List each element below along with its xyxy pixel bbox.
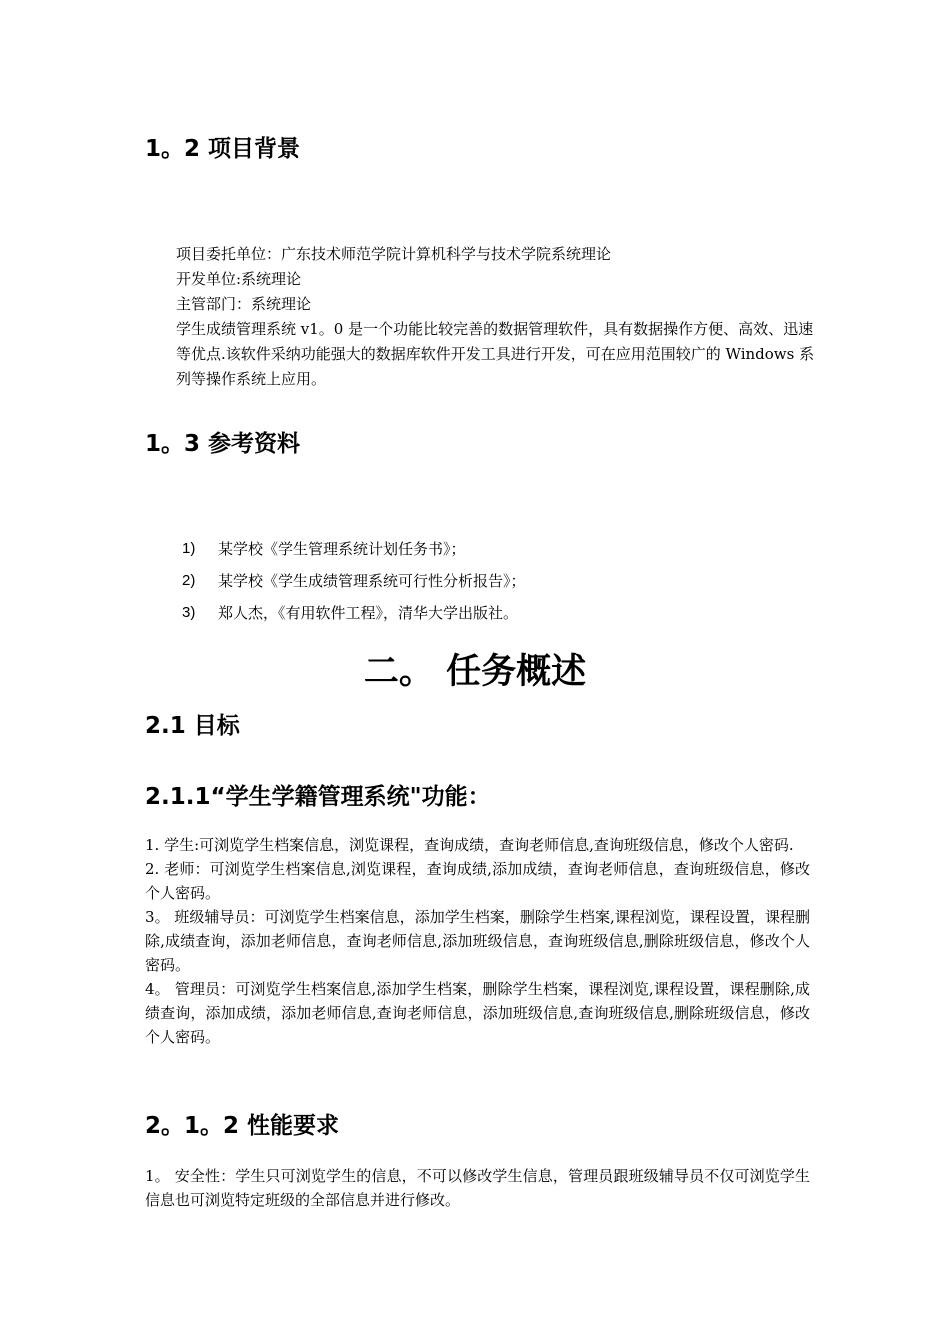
developer-line: 开发单位:系统理论 xyxy=(176,270,302,288)
list-item xyxy=(182,602,822,634)
heading-2-1-1: 2.1.1“学生学籍管理系统"功能： xyxy=(145,784,491,810)
performance-requirements xyxy=(145,1164,810,1212)
department-line: 主管部门：系统理论 xyxy=(176,295,312,313)
project-background-block xyxy=(176,242,816,392)
ref-number: 3) xyxy=(182,604,196,621)
ref-number: 1) xyxy=(182,540,196,557)
student-functions: 1. 学生:可浏览学生档案信息，浏览课程，查询成绩，查询老师信息,查询班级信息，修改个人密码. xyxy=(145,836,794,854)
reference-list xyxy=(182,538,822,634)
list-item xyxy=(182,538,822,570)
ref-number: 2) xyxy=(182,572,196,589)
function-list xyxy=(145,833,810,1049)
ref-text: 某学校《学生成绩管理系统可行性分析报告》； xyxy=(218,572,526,590)
heading-2-1: 2.1 目标 xyxy=(145,713,240,739)
heading-1-3: 1。3 参考资料 xyxy=(145,431,301,457)
client-line: 项目委托单位：广东技术师范学院计算机科学与技术学院系统理论 xyxy=(176,245,612,263)
chapter-2-title: 二。 任务概述 xyxy=(363,652,587,692)
ref-text: 某学校《学生管理系统计划任务书》； xyxy=(218,540,466,558)
counselor-functions: 3。 班级辅导员：可浏览学生档案信息，添加学生档案，删除学生档案,课程浏览，课程设置，课程删除,成绩查询，添加老师信息，查询老师信息,添加班级信息，查询班级信息,删除班级信息，修改个人密码。 xyxy=(145,908,810,974)
security-requirement: 1。 安全性：学生只可浏览学生的信息，不可以修改学生信息，管理员跟班级辅导员不仅可浏览学生信息也可浏览特定班级的全部信息并进行修改。 xyxy=(145,1167,810,1209)
teacher-functions: 2. 老师：可浏览学生档案信息,浏览课程，查询成绩,添加成绩，查询老师信息，查询班级信息，修改个人密码。 xyxy=(145,860,810,902)
system-description: 学生成绩管理系统 v1。0 是一个功能比较完善的数据管理软件，具有数据操作方便、高效、迅速等优点.该软件采纳功能强大的数据库软件开发工具进行开发，可在应用范围较广的 Windows 系列等操作系统上应用。 xyxy=(176,320,815,388)
admin-functions: 4。 管理员：可浏览学生档案信息,添加学生档案，删除学生档案，课程浏览,课程设置，课程删除,成绩查询，添加成绩，添加老师信息,查询老师信息，添加班级信息,查询班级信息,删除班级信息，修改个人密码。 xyxy=(145,980,810,1046)
heading-2-1-2: 2。1。2 性能要求 xyxy=(145,1113,340,1139)
ref-text: 郑人杰，《有用软件工程》，清华大学出版社。 xyxy=(218,604,519,622)
heading-1-2: 1。2 项目背景 xyxy=(145,136,301,162)
list-item xyxy=(182,570,822,602)
